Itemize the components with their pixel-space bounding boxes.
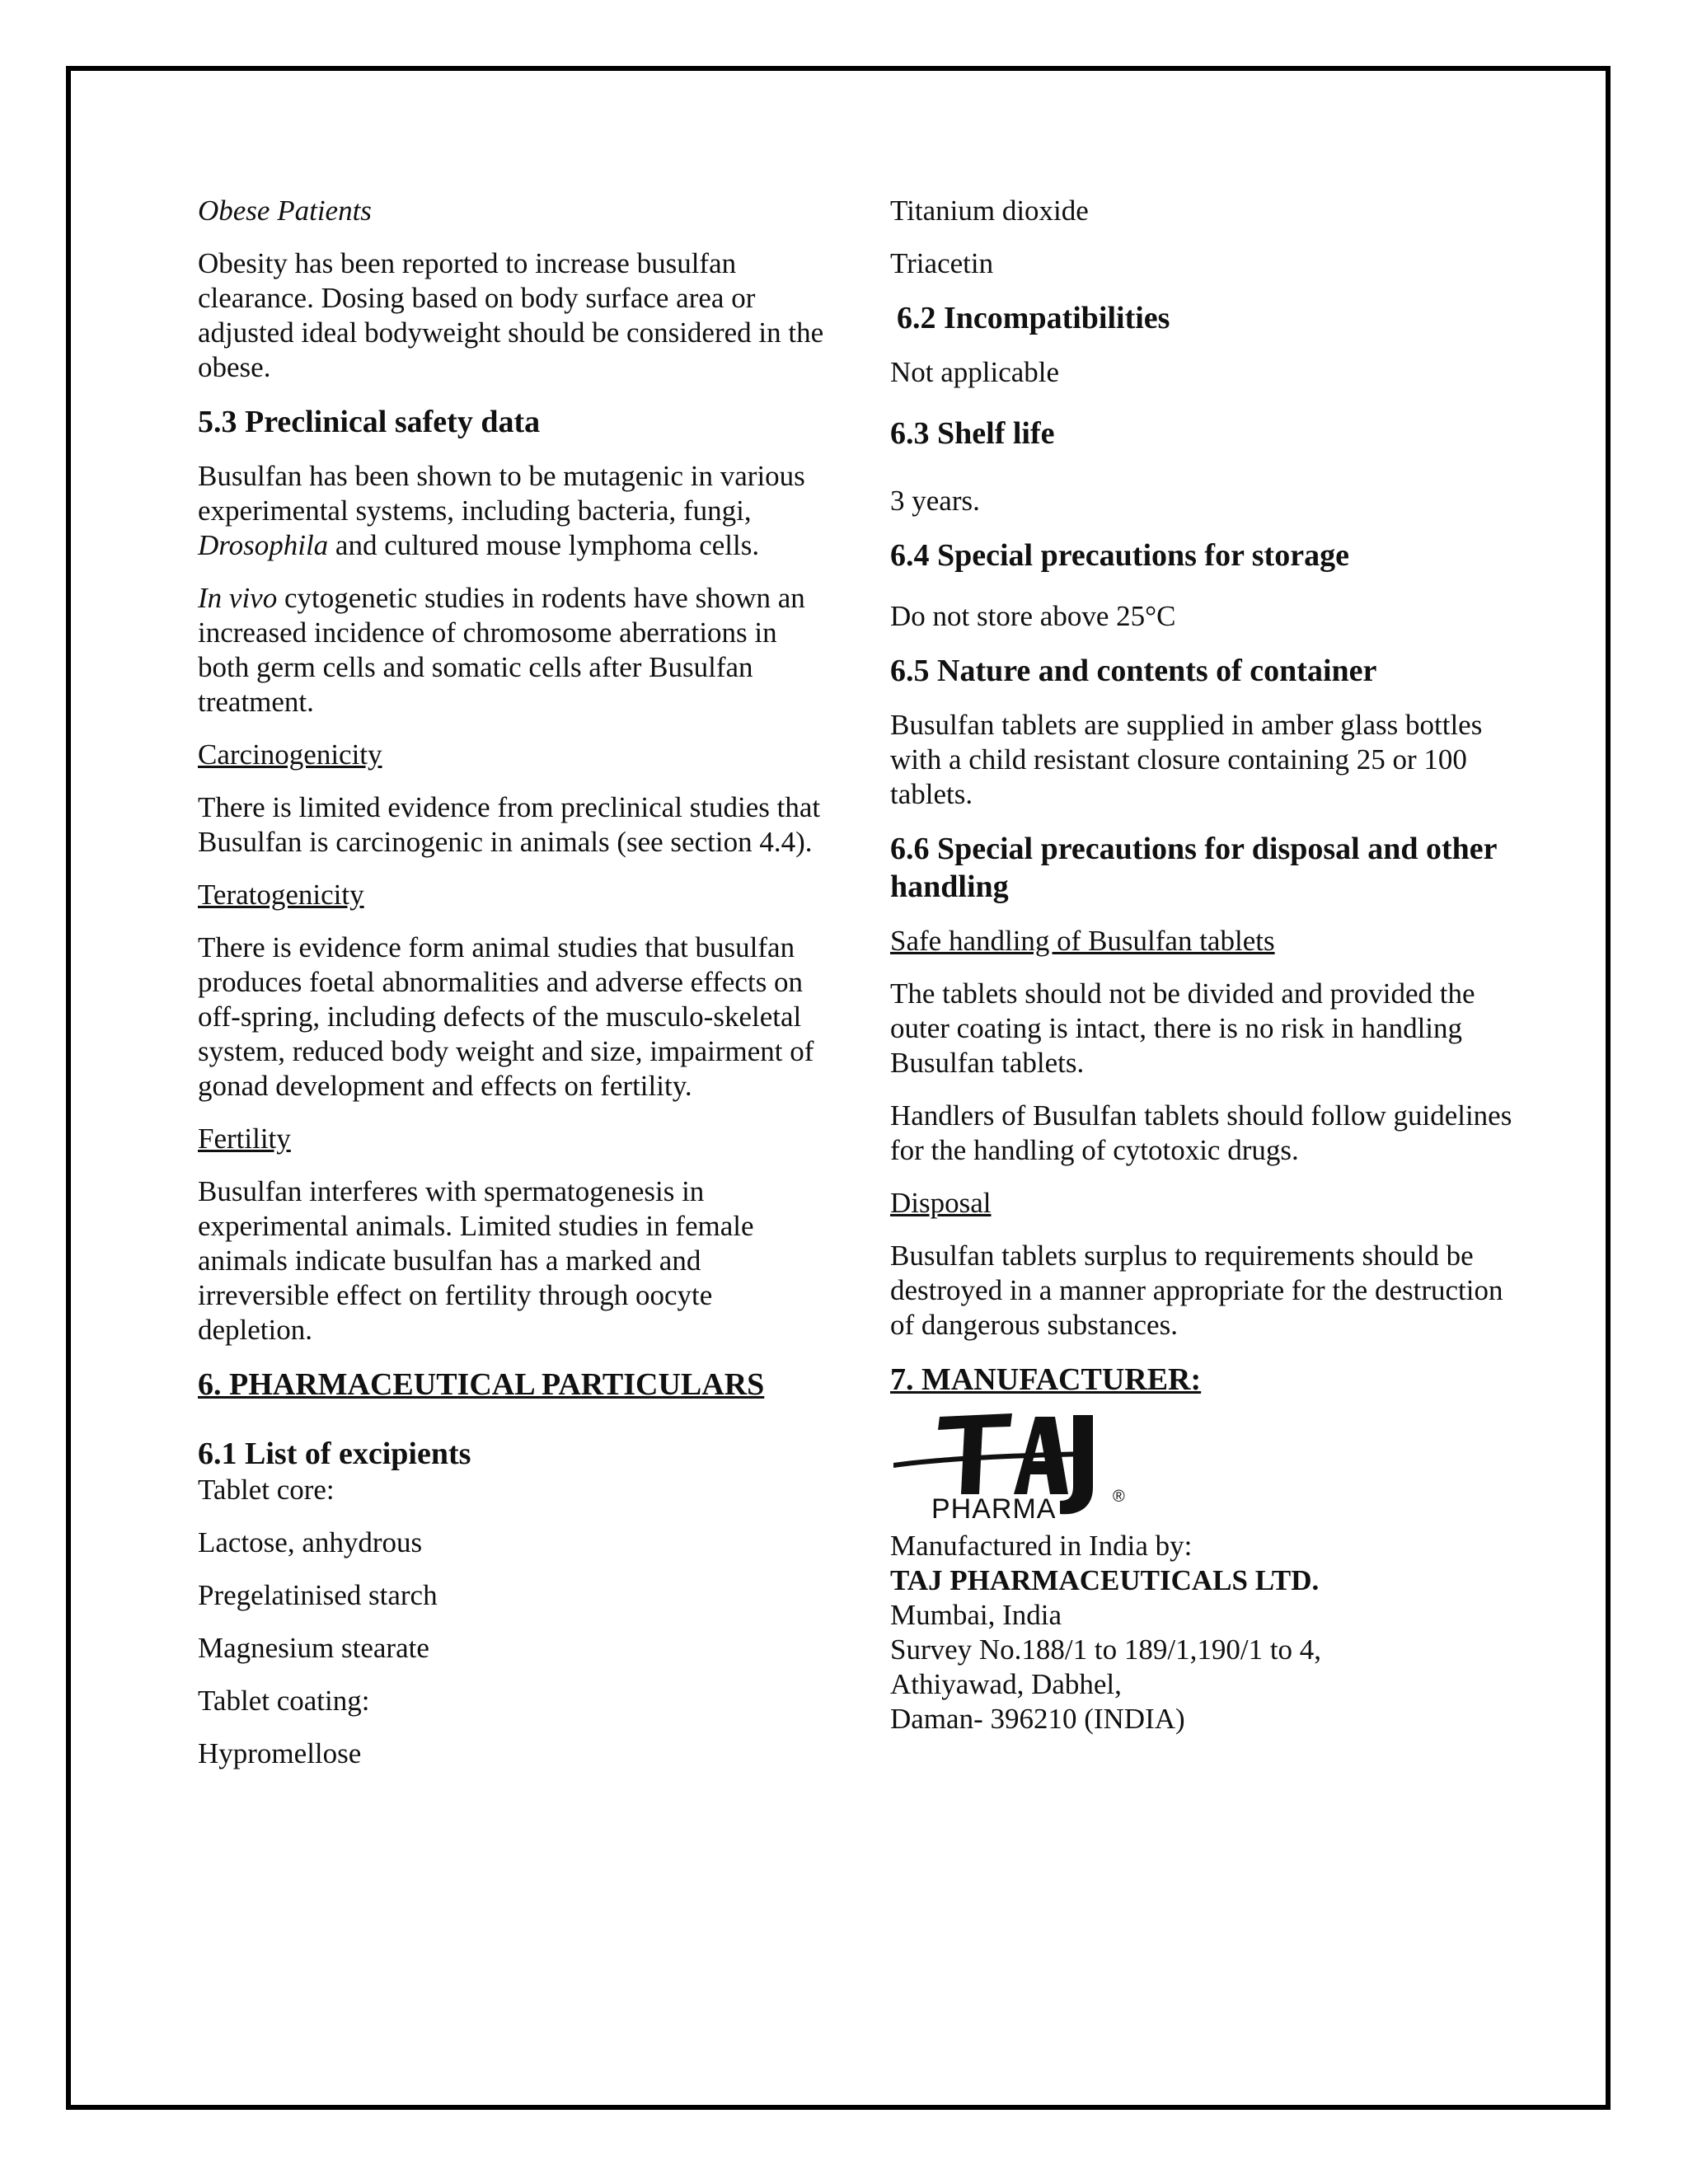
fertility-heading: Fertility — [198, 1122, 291, 1155]
mutagenic-text-b: and cultured mouse lymphoma cells. — [328, 529, 760, 561]
left-column — [198, 194, 824, 1789]
address-survey: Survey No.188/1 to 189/1,190/1 to 4, — [890, 1633, 1322, 1666]
fertility-text: Busulfan interferes with spermatogenesis in experimental animals. Limited studies in female animals indicate busulfan has a marked and irreversible effect on fertility through oocyte depletion. — [198, 1175, 754, 1346]
logo-pharma-text: PHARMA — [931, 1493, 1057, 1525]
storage-text: Do not store above 25°C — [890, 600, 1176, 632]
cytogenetic-text: cytogenetic studies in rodents have shown an increased incidence of chromosome aberrations in both germ cells and somatic cells after Busulfan treatment. — [198, 582, 805, 718]
mutagenic-text-a: Busulfan has been shown to be mutagenic in various experimental systems, including bacteria, fungi, — [198, 460, 805, 527]
section-6-4-title: 6.4 Special precautions for storage — [890, 538, 1349, 573]
shelf-life-text: 3 years. — [890, 485, 980, 517]
excipient-item: Magnesium stearate — [198, 1632, 429, 1664]
section-5-3-title: 5.3 Preclinical safety data — [198, 405, 541, 439]
section-6-title: 6. PHARMACEUTICAL PARTICULARS — [198, 1367, 765, 1402]
obese-patients-text: Obesity has been reported to increase busulfan clearance. Dosing based on body surface area or adjusted ideal bodyweight should be considered in the obese. — [198, 247, 824, 383]
safe-handling-text-2: Handlers of Busulfan tablets should follow guidelines for the handling of cytotoxic drugs. — [890, 1099, 1512, 1166]
excipient-item: Tablet coating: — [198, 1685, 370, 1717]
cytogenetic-paragraph — [198, 581, 824, 719]
manufacturer-address — [890, 1529, 1517, 1736]
excipient-item: Tablet core: — [198, 1474, 335, 1506]
right-column — [890, 194, 1517, 1736]
teratogenicity-text: There is evidence form animal studies that busulfan produces foetal abnormalities and adverse effects on off-spring, including defects of the musculo-skeletal system, reduced body weight and size, impairment of gonad development and effects on fertility. — [198, 931, 814, 1102]
address-city: Mumbai, India — [890, 1599, 1062, 1631]
registered-mark: ® — [1113, 1488, 1125, 1506]
manufactured-by-label: Manufactured in India by: — [890, 1530, 1193, 1562]
excipient-item: Triacetin — [890, 247, 994, 279]
excipient-item: Titanium dioxide — [890, 194, 1089, 227]
section-7-title: 7. MANUFACTURER: — [890, 1362, 1202, 1397]
carcinogenicity-text: There is limited evidence from preclinical studies that Busulfan is carcinogenic in animals (see section 4.4). — [198, 791, 821, 858]
company-name: TAJ PHARMACEUTICALS LTD. — [890, 1564, 1320, 1596]
safe-handling-heading: Safe handling of Busulfan tablets — [890, 925, 1275, 957]
address-postal: Daman- 396210 (INDIA) — [890, 1703, 1185, 1735]
excipient-item: Hypromellose — [198, 1737, 362, 1769]
incompatibilities-text: Not applicable — [890, 356, 1060, 388]
section-6-3-title: 6.3 Shelf life — [890, 416, 1055, 451]
safe-handling-text-1: The tablets should not be divided and provided the outer coating is intact, there is no risk in handling Busulfan tablets. — [890, 977, 1475, 1079]
disposal-heading: Disposal — [890, 1187, 992, 1219]
obese-patients-heading: Obese Patients — [198, 194, 372, 227]
disposal-text: Busulfan tablets surplus to requirements should be destroyed in a manner appropriate for the destruction of dangerous substances. — [890, 1240, 1503, 1341]
section-6-1-title: 6.1 List of excipients — [198, 1436, 471, 1471]
section-6-6-title: 6.6 Special precautions for disposal and other handling — [890, 832, 1497, 904]
mutagenic-paragraph — [198, 459, 824, 563]
teratogenicity-heading: Teratogenicity — [198, 879, 364, 911]
excipient-item: Pregelatinised starch — [198, 1579, 438, 1611]
in-vivo-term: In vivo — [198, 582, 278, 614]
address-locality: Athiyawad, Dabhel, — [890, 1668, 1122, 1700]
section-6-2-title: 6.2 Incompatibilities — [897, 301, 1170, 335]
section-6-5-title: 6.5 Nature and contents of container — [890, 654, 1377, 688]
excipient-item: Lactose, anhydrous — [198, 1526, 423, 1558]
carcinogenicity-heading: Carcinogenicity — [198, 738, 382, 771]
taj-pharma-logo — [890, 1405, 1137, 1529]
container-text: Busulfan tablets are supplied in amber glass bottles with a child resistant closure containing 25 or 100 tablets. — [890, 709, 1483, 810]
drosophila-term: Drosophila — [198, 529, 329, 561]
